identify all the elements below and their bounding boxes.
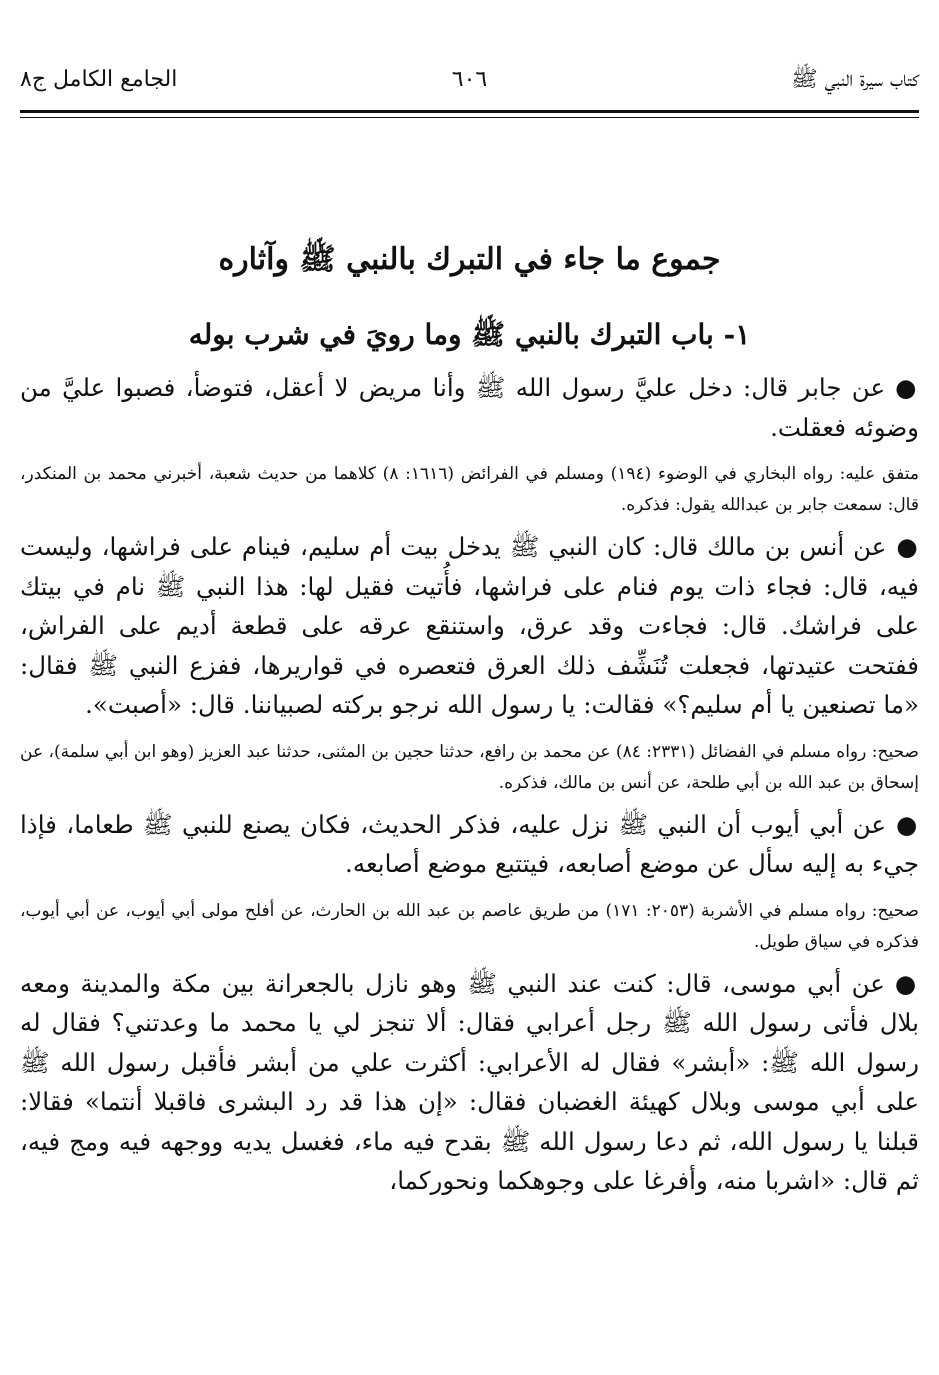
page-body xyxy=(20,368,919,1201)
bullet-icon: ● xyxy=(894,968,919,998)
hadith-2-text: عن أنس بن مالك قال: كان النبي ﷺ يدخل بيت أم سليم، فينام على فراشها، وليست فيه، قال: فجاء ذات يوم فنام على فراشها، فأُتيت فقيل لها: هذا النبي ﷺ نام في بيتك على فراشك. قال: فجاءت وقد عرق، واستنقع عرقه على قطعة أديم على الفراش، ففتحت عتيدتها، فجعلت تُنَشِّف ذلك العرق فتعصره في قواريرها، ففزع النبي ﷺ فقال: «ما تصنعين يا أم سليم؟» فقالت: يا رسول الله نرجو بركته لصبياننا. قال: «أصبت». xyxy=(20,532,919,719)
hadith-text xyxy=(20,964,919,1201)
header-volume-title: الجامع الكامل ج٨ xyxy=(20,67,178,92)
hadith-text xyxy=(20,368,919,447)
hadith-1-source: متفق عليه: رواه البخاري في الوضوء (١٩٤) ومسلم في الفرائض (١٦١٦: ٨) كلاهما من حديث شعبة، أخبرني محمد بن المنكدر، قال: سمعت جابر بن عبدالله يقول: فذكره. xyxy=(20,464,919,515)
bullet-icon: ● xyxy=(895,373,919,402)
section-title: جموع ما جاء في التبرك بالنبي ﷺ وآثاره xyxy=(218,242,721,277)
hadith-2-source: صحيح: رواه مسلم في الفضائل (٢٣٣١: ٨٤) عن محمد بن رافع، حدثنا حجين بن المثنى، حدثنا عبد العزيز (وهو ابن أبي سلمة)، عن إسحاق بن عبد الله بن أبي طلحة، عن أنس بن مالك، فذكره. xyxy=(20,741,919,793)
hadith-3-text: عن أبي أيوب أن النبي ﷺ نزل عليه، فذكر الحديث، فكان يصنع للنبي ﷺ طعاما، فإذا جيء به إليه سأل عن موضع أصابعه، فيتتبع موضع أصابعه. xyxy=(20,809,919,878)
hadith-text xyxy=(20,805,919,884)
bullet-icon: ● xyxy=(896,809,919,839)
page-number: ٦٠٦ xyxy=(451,67,488,92)
page-header xyxy=(20,60,919,100)
hadith-3-source: صحيح: رواه مسلم في الأشربة (٢٠٥٣: ١٧١) من طريق عاصم بن عبد الله بن الحارث، عن أفلح مولى أبي أيوب، عن أبي أيوب، فذكره في سياق طويل. xyxy=(20,900,919,952)
hadith-4-text: عن أبي موسى، قال: كنت عند النبي ﷺ وهو نازل بالجعرانة بين مكة والمدينة ومعه بلال فأتى رسول الله ﷺ رجل أعرابي فقال: ألا تنجز لي يا محمد ما وعدتني؟ فقال له رسول الله ﷺ: «أبشر» فقال له الأعرابي: أكثرت علي من أبشر فأقبل رسول الله ﷺ على أبي موسى وبلال كهيئة الغضبان فقال: «إن هذا قد رد البشرى فاقبلا أنتما» فقالا: قبلنا يا رسول الله، ثم دعا رسول الله ﷺ بقدح فيه ماء، فغسل يديه ووجهه فيه ومج فيه، ثم قال: «اشربا منه، وأفرغا على وجوهكما ونحوركما، xyxy=(20,968,919,1195)
header-rule-thin xyxy=(20,117,919,118)
hadith-1-text: عن جابر قال: دخل عليَّ رسول الله ﷺ وأنا مريض لا أعقل، فتوضأ، فصبوا عليَّ من وضوئه فعقلت. xyxy=(20,373,919,442)
hadith-text xyxy=(20,527,919,725)
header-book-title: كتاب سيرة النبي ﷺ xyxy=(791,67,919,92)
chapter-heading: ١- باب التبرك بالنبي ﷺ وما رويَ في شرب بوله xyxy=(188,318,751,351)
header-rule-thick xyxy=(20,110,919,113)
bullet-icon: ● xyxy=(896,532,919,561)
